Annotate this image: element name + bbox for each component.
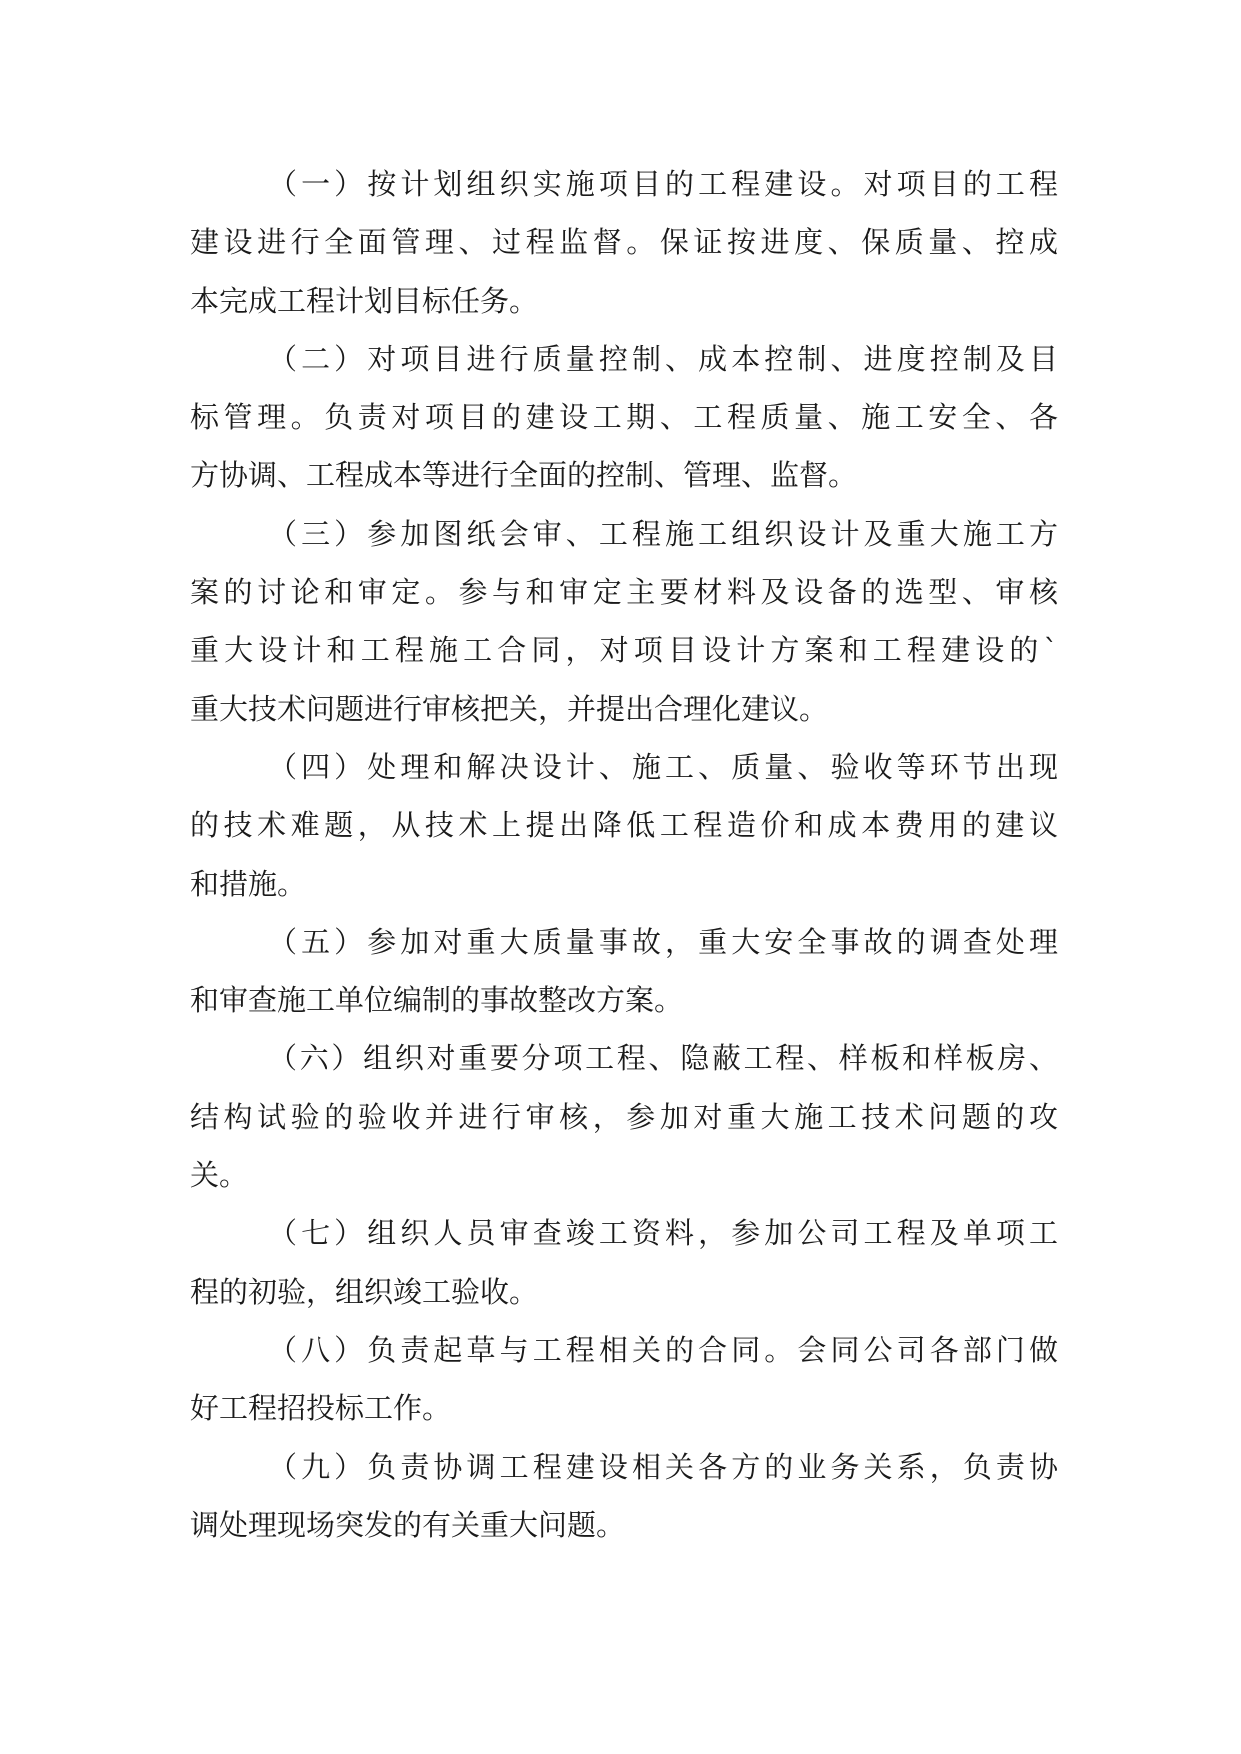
paragraph-line: 程的初验，组织竣工验收。 <box>190 1274 539 1309</box>
paragraph-4 <box>190 738 1058 913</box>
paragraph-line: 本完成工程计划目标任务。 <box>190 283 539 318</box>
document-body <box>190 155 1058 1554</box>
paragraph-1 <box>190 155 1058 330</box>
paragraph-3 <box>190 505 1058 738</box>
paragraph-line: 标管理。负责对项目的建设工期、工程质量、施工安全、各 <box>190 400 1058 435</box>
paragraph-line: 和审查施工单位编制的事故整改方案。 <box>190 983 684 1018</box>
paragraph-line: 方协调、工程成本等进行全面的控制、管理、监督。 <box>190 458 858 493</box>
paragraph-line: （九）负责协调工程建设相关各方的业务关系，负责协 <box>268 1449 1058 1484</box>
paragraph-9 <box>190 1438 1058 1555</box>
paragraph-5 <box>190 913 1058 1030</box>
paragraph-line: 重大技术问题进行审核把关，并提出合理化建议。 <box>190 691 829 726</box>
paragraph-line: 的技术难题，从技术上提出降低工程造价和成本费用的建议 <box>190 808 1058 843</box>
paragraph-line: 重大设计和工程施工合同，对项目设计方案和工程建设的` <box>190 633 1058 668</box>
paragraph-2 <box>190 330 1058 505</box>
paragraph-line: 和措施。 <box>190 866 307 901</box>
paragraph-7 <box>190 1204 1058 1321</box>
paragraph-line: （二）对项目进行质量控制、成本控制、进度控制及目 <box>268 341 1058 376</box>
paragraph-line: （七）组织人员审查竣工资料，参加公司工程及单项工 <box>268 1216 1058 1251</box>
paragraph-line: 案的讨论和审定。参与和审定主要材料及设备的选型、审核 <box>190 575 1058 610</box>
paragraph-line: （四）处理和解决设计、施工、质量、验收等环节出现 <box>268 749 1058 784</box>
paragraph-line: （六）组织对重要分项工程、隐蔽工程、样板和样板房、 <box>268 1041 1058 1076</box>
paragraph-line: （三）参加图纸会审、工程施工组织设计及重大施工方 <box>268 516 1058 551</box>
paragraph-6 <box>190 1029 1058 1204</box>
paragraph-line: 建设进行全面管理、过程监督。保证按进度、保质量、控成 <box>190 225 1058 260</box>
paragraph-8 <box>190 1321 1058 1438</box>
paragraph-line: 调处理现场突发的有关重大问题。 <box>190 1507 626 1542</box>
paragraph-line: （一）按计划组织实施项目的工程建设。对项目的工程 <box>268 167 1058 201</box>
paragraph-line: （五）参加对重大质量事故，重大安全事故的调查处理 <box>268 924 1058 959</box>
paragraph-line: 结构试验的验收并进行审核，参加对重大施工技术问题的攻 <box>190 1099 1058 1134</box>
paragraph-line: 好工程招投标工作。 <box>190 1391 452 1426</box>
paragraph-line: （八）负责起草与工程相关的合同。会同公司各部门做 <box>268 1332 1058 1367</box>
paragraph-line: 关。 <box>190 1158 249 1193</box>
